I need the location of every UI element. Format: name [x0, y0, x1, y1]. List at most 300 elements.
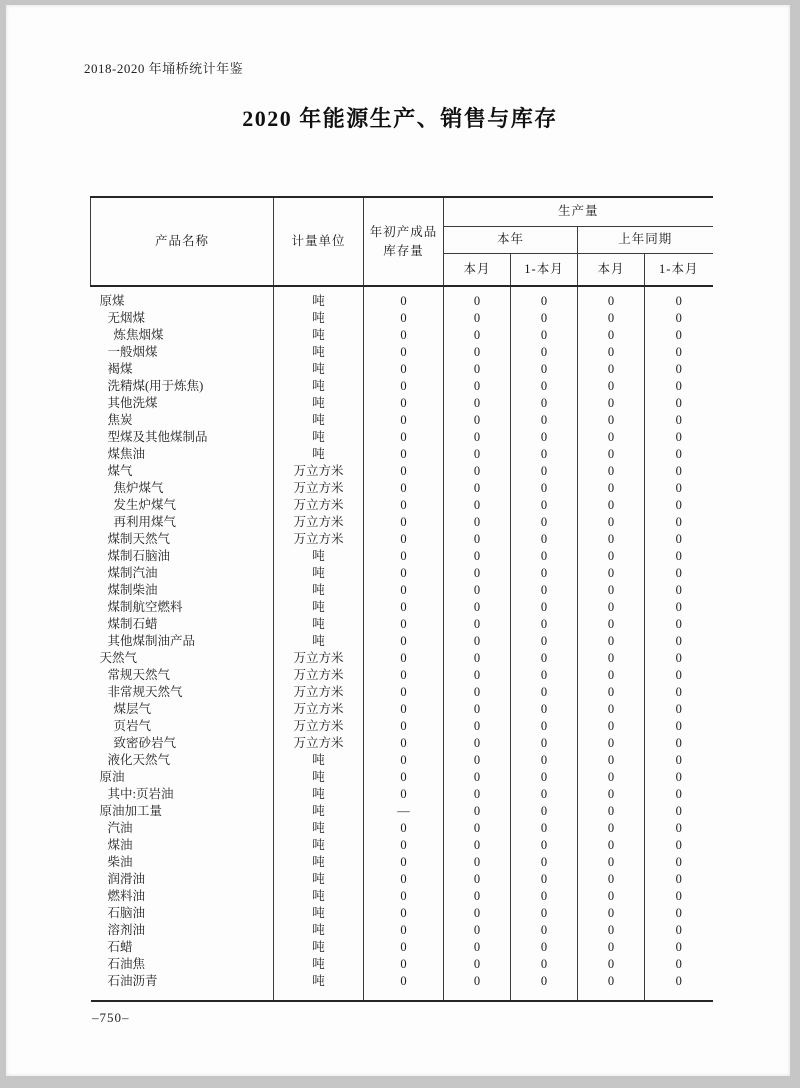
- unit-cell: 万立方米: [274, 735, 364, 752]
- inventory-cell: 0: [364, 293, 444, 310]
- value-cell: 0: [578, 412, 645, 429]
- col-header-opening-inventory: [364, 197, 444, 286]
- value-cell: 0: [675, 549, 682, 563]
- spacer-row: [91, 286, 713, 293]
- value-cell: 0: [444, 701, 511, 718]
- product-name-cell: 焦炭: [91, 412, 274, 429]
- product-name-cell: 褐煤: [91, 361, 274, 378]
- table-row: [91, 922, 713, 939]
- value-cell: 0: [675, 617, 682, 631]
- spacer-cell: [91, 286, 274, 293]
- table-row: [91, 582, 713, 599]
- inventory-cell: 0: [364, 565, 444, 582]
- col-header-product: 产品名称: [91, 197, 274, 286]
- value-cell: 0: [675, 396, 682, 410]
- value-cell: 0: [444, 718, 511, 735]
- value-cell: 0: [511, 582, 578, 599]
- value-cell: 0: [511, 684, 578, 701]
- value-cell: 0: [444, 888, 511, 905]
- value-cell: 0: [444, 429, 511, 446]
- value-cell: 0: [578, 599, 645, 616]
- value-cell: 0: [511, 871, 578, 888]
- table-row: [91, 565, 713, 582]
- value-cell: 0: [511, 633, 578, 650]
- value-cell: 0: [511, 395, 578, 412]
- value-cell: 0: [675, 294, 682, 308]
- unit-cell: 吨: [274, 803, 364, 820]
- product-name-cell: 煤油: [91, 837, 274, 854]
- value-cell: 0: [444, 327, 511, 344]
- inventory-cell: 0: [364, 871, 444, 888]
- spacer-cell: [511, 286, 578, 293]
- product-name-cell: 焦炉煤气: [91, 480, 274, 497]
- product-name-cell: 原煤: [91, 293, 274, 310]
- inventory-cell: 0: [364, 582, 444, 599]
- product-name-cell: 致密砂岩气: [91, 735, 274, 752]
- value-cell: 0: [675, 311, 682, 325]
- value-cell: 0: [578, 752, 645, 769]
- product-name-cell: 非常规天然气: [91, 684, 274, 701]
- product-name-cell: 常规天然气: [91, 667, 274, 684]
- product-name-cell: 再利用煤气: [91, 514, 274, 531]
- value-cell: 0: [578, 480, 645, 497]
- unit-cell: 万立方米: [274, 497, 364, 514]
- inventory-cell: 0: [364, 956, 444, 973]
- inventory-cell: 0: [364, 463, 444, 480]
- table-row: [91, 854, 713, 871]
- unit-cell: 吨: [274, 395, 364, 412]
- value-cell: 0: [444, 803, 511, 820]
- unit-cell: 万立方米: [274, 718, 364, 735]
- product-name-cell: 柴油: [91, 854, 274, 871]
- product-name-cell: 润滑油: [91, 871, 274, 888]
- value-cell: 0: [511, 616, 578, 633]
- value-cell: 0: [444, 531, 511, 548]
- col-header-opening-inventory-line1: 年初产成品: [369, 224, 438, 239]
- value-cell: 0: [511, 735, 578, 752]
- table-row: [91, 684, 713, 701]
- unit-cell: 吨: [274, 939, 364, 956]
- unit-cell: 万立方米: [274, 463, 364, 480]
- table-row: [91, 837, 713, 854]
- value-cell: 0: [675, 736, 682, 750]
- value-cell: 0: [578, 803, 645, 820]
- table-row: [91, 293, 713, 310]
- inventory-cell: 0: [364, 684, 444, 701]
- table-row: [91, 820, 713, 837]
- unit-cell: 吨: [274, 837, 364, 854]
- inventory-cell: 0: [364, 344, 444, 361]
- product-name-cell: 煤焦油: [91, 446, 274, 463]
- product-name-cell: 石脑油: [91, 905, 274, 922]
- value-cell: 0: [578, 395, 645, 412]
- value-cell: 0: [444, 735, 511, 752]
- value-cell: 0: [444, 820, 511, 837]
- value-cell: 0: [511, 344, 578, 361]
- unit-cell: 吨: [274, 973, 364, 990]
- product-name-cell: 其中:页岩油: [91, 786, 274, 803]
- value-cell: 0: [511, 752, 578, 769]
- table-row: [91, 531, 713, 548]
- product-name-cell: 石蜡: [91, 939, 274, 956]
- value-cell: 0: [511, 667, 578, 684]
- document-title: 2020 年能源生产、销售与库存: [242, 106, 558, 131]
- value-cell: 0: [511, 429, 578, 446]
- value-cell: 0: [444, 786, 511, 803]
- unit-cell: 万立方米: [274, 701, 364, 718]
- inventory-cell: 0: [364, 650, 444, 667]
- table-body: [91, 286, 713, 990]
- product-name-cell: 煤制天然气: [91, 531, 274, 548]
- product-name-cell: 无烟煤: [91, 310, 274, 327]
- value-cell: 0: [578, 905, 645, 922]
- inventory-cell: 0: [364, 548, 444, 565]
- value-cell: 0: [511, 463, 578, 480]
- value-cell: 0: [675, 719, 682, 733]
- value-cell: 0: [675, 906, 682, 920]
- table-row: [91, 463, 713, 480]
- value-cell: 0: [675, 889, 682, 903]
- table-row: [91, 344, 713, 361]
- table-row: [91, 701, 713, 718]
- table-row: [91, 361, 713, 378]
- value-cell: 0: [444, 769, 511, 786]
- inventory-cell: 0: [364, 837, 444, 854]
- value-cell: 0: [511, 905, 578, 922]
- value-cell: 0: [675, 668, 682, 682]
- inventory-cell: 0: [364, 514, 444, 531]
- value-cell: 0: [444, 480, 511, 497]
- inventory-cell: 0: [364, 888, 444, 905]
- inventory-cell: 0: [364, 905, 444, 922]
- inventory-cell: 0: [364, 531, 444, 548]
- value-cell: 0: [444, 599, 511, 616]
- inventory-cell: 0: [364, 667, 444, 684]
- inventory-cell: 0: [364, 327, 444, 344]
- unit-cell: 吨: [274, 820, 364, 837]
- value-cell: 0: [444, 684, 511, 701]
- value-cell: 0: [511, 531, 578, 548]
- product-name-cell: 石油焦: [91, 956, 274, 973]
- value-cell: 0: [578, 531, 645, 548]
- value-cell: 0: [675, 379, 682, 393]
- value-cell: 0: [675, 821, 682, 835]
- col-header-opening-inventory-line2: 库存量: [383, 243, 424, 258]
- unit-cell: 吨: [274, 344, 364, 361]
- table-row: [91, 514, 713, 531]
- value-cell: 0: [444, 854, 511, 871]
- value-cell: 0: [578, 888, 645, 905]
- value-cell: 0: [511, 446, 578, 463]
- value-cell: 0: [511, 956, 578, 973]
- value-cell: 0: [444, 548, 511, 565]
- energy-table-wrap: [90, 196, 713, 1002]
- value-cell: 0: [675, 838, 682, 852]
- unit-cell: 吨: [274, 616, 364, 633]
- value-cell: 0: [444, 361, 511, 378]
- value-cell: 0: [511, 480, 578, 497]
- value-cell: 0: [675, 685, 682, 699]
- value-cell: 0: [578, 344, 645, 361]
- col-header-production: 生产量: [444, 197, 713, 226]
- value-cell: 0: [675, 328, 682, 342]
- table-row: [91, 752, 713, 769]
- unit-cell: 万立方米: [274, 480, 364, 497]
- value-cell: 0: [578, 429, 645, 446]
- value-cell: 0: [578, 718, 645, 735]
- table-row: [91, 871, 713, 888]
- value-cell: 0: [444, 446, 511, 463]
- value-cell: 0: [578, 735, 645, 752]
- unit-cell: 万立方米: [274, 684, 364, 701]
- value-cell: 0: [511, 650, 578, 667]
- value-cell: 0: [675, 940, 682, 954]
- unit-cell: 吨: [274, 769, 364, 786]
- value-cell: 0: [511, 701, 578, 718]
- col-header-this-month-lastyear: 本月: [578, 253, 645, 286]
- inventory-cell: 0: [364, 395, 444, 412]
- value-cell: 0: [675, 855, 682, 869]
- unit-cell: 吨: [274, 327, 364, 344]
- spacer-cell: [444, 286, 511, 293]
- value-cell: 0: [511, 786, 578, 803]
- value-cell: 0: [511, 854, 578, 871]
- value-cell: 0: [444, 871, 511, 888]
- unit-cell: 吨: [274, 378, 364, 395]
- value-cell: 0: [444, 293, 511, 310]
- value-cell: 0: [578, 633, 645, 650]
- product-name-cell: 溶剂油: [91, 922, 274, 939]
- unit-cell: 吨: [274, 548, 364, 565]
- value-cell: 0: [578, 871, 645, 888]
- value-cell: 0: [511, 327, 578, 344]
- inventory-cell: 0: [364, 922, 444, 939]
- table-row: [91, 429, 713, 446]
- unit-cell: 吨: [274, 446, 364, 463]
- inventory-cell: 0: [364, 412, 444, 429]
- value-cell: 0: [444, 939, 511, 956]
- product-name-cell: 炼焦烟煤: [91, 327, 274, 344]
- table-row: [91, 769, 713, 786]
- unit-cell: 万立方米: [274, 531, 364, 548]
- col-header-this-month-current: 本月: [444, 253, 511, 286]
- value-cell: 0: [511, 565, 578, 582]
- value-cell: 0: [675, 702, 682, 716]
- spacer-cell: [364, 990, 444, 1001]
- value-cell: 0: [578, 820, 645, 837]
- table-row: [91, 310, 713, 327]
- unit-cell: 吨: [274, 429, 364, 446]
- inventory-cell: 0: [364, 361, 444, 378]
- col-header-cumulative-lastyear: 1-本月: [645, 253, 713, 286]
- product-name-cell: 煤层气: [91, 701, 274, 718]
- inventory-cell: 0: [364, 854, 444, 871]
- table-row: [91, 786, 713, 803]
- value-cell: 0: [444, 344, 511, 361]
- value-cell: 0: [511, 548, 578, 565]
- spacer-cell: [444, 990, 511, 1001]
- value-cell: 0: [675, 498, 682, 512]
- unit-cell: 吨: [274, 310, 364, 327]
- spacer-cell: [91, 990, 274, 1001]
- value-cell: 0: [444, 752, 511, 769]
- value-cell: 0: [511, 769, 578, 786]
- table-row: [91, 905, 713, 922]
- product-name-cell: 页岩气: [91, 718, 274, 735]
- unit-cell: 万立方米: [274, 667, 364, 684]
- inventory-cell: 0: [364, 735, 444, 752]
- table-row: [91, 973, 713, 990]
- table-row: [91, 497, 713, 514]
- value-cell: 0: [578, 956, 645, 973]
- table-row: [91, 667, 713, 684]
- spacer-cell: [274, 286, 364, 293]
- spacer-cell: [274, 990, 364, 1001]
- value-cell: 0: [675, 787, 682, 801]
- value-cell: 0: [511, 718, 578, 735]
- product-name-cell: 煤制石脑油: [91, 548, 274, 565]
- table-row: [91, 395, 713, 412]
- value-cell: 0: [578, 786, 645, 803]
- unit-cell: 吨: [274, 854, 364, 871]
- inventory-cell: 0: [364, 973, 444, 990]
- value-cell: 0: [675, 447, 682, 461]
- value-cell: 0: [444, 378, 511, 395]
- value-cell: 0: [675, 345, 682, 359]
- spacer-cell: [645, 286, 713, 293]
- value-cell: 0: [578, 684, 645, 701]
- table-row: [91, 480, 713, 497]
- unit-cell: 吨: [274, 565, 364, 582]
- value-cell: 0: [511, 514, 578, 531]
- inventory-cell: 0: [364, 616, 444, 633]
- value-cell: 0: [675, 600, 682, 614]
- col-header-last-year-period: 上年同期: [578, 226, 713, 253]
- inventory-cell: 0: [364, 701, 444, 718]
- value-cell: 0: [578, 361, 645, 378]
- product-name-cell: 其他煤制油产品: [91, 633, 274, 650]
- product-name-cell: 洗精煤(用于炼焦): [91, 378, 274, 395]
- inventory-cell: 0: [364, 718, 444, 735]
- unit-cell: 吨: [274, 582, 364, 599]
- product-name-cell: 煤制汽油: [91, 565, 274, 582]
- value-cell: 0: [675, 770, 682, 784]
- value-cell: 0: [675, 413, 682, 427]
- unit-cell: 吨: [274, 633, 364, 650]
- inventory-cell: 0: [364, 786, 444, 803]
- value-cell: 0: [675, 957, 682, 971]
- table-header: [91, 197, 713, 286]
- product-name-cell: 煤制航空燃料: [91, 599, 274, 616]
- energy-table: [90, 196, 713, 1002]
- value-cell: 0: [444, 565, 511, 582]
- value-cell: 0: [511, 922, 578, 939]
- inventory-cell: 0: [364, 752, 444, 769]
- value-cell: 0: [511, 820, 578, 837]
- value-cell: 0: [578, 293, 645, 310]
- value-cell: 0: [511, 293, 578, 310]
- spacer-cell: [578, 286, 645, 293]
- value-cell: 0: [578, 769, 645, 786]
- value-cell: 0: [578, 854, 645, 871]
- value-cell: 0: [578, 548, 645, 565]
- table-row: [91, 803, 713, 820]
- table-row: [91, 735, 713, 752]
- value-cell: 0: [444, 463, 511, 480]
- value-cell: 0: [675, 804, 682, 818]
- inventory-cell: 0: [364, 599, 444, 616]
- product-name-cell: 煤气: [91, 463, 274, 480]
- value-cell: 0: [675, 464, 682, 478]
- table-row: [91, 650, 713, 667]
- value-cell: 0: [578, 616, 645, 633]
- product-name-cell: 石油沥青: [91, 973, 274, 990]
- bottom-spacer-row: [91, 990, 713, 1001]
- spacer-cell: [645, 990, 713, 1001]
- inventory-cell: 0: [364, 378, 444, 395]
- value-cell: 0: [675, 532, 682, 546]
- inventory-cell: 0: [364, 446, 444, 463]
- value-cell: 0: [511, 310, 578, 327]
- value-cell: 0: [675, 923, 682, 937]
- inventory-cell: —: [364, 803, 444, 820]
- value-cell: 0: [444, 412, 511, 429]
- table-row: [91, 633, 713, 650]
- value-cell: 0: [444, 837, 511, 854]
- value-cell: 0: [444, 616, 511, 633]
- table-row: [91, 956, 713, 973]
- product-name-cell: 一般烟煤: [91, 344, 274, 361]
- product-name-cell: 其他洗煤: [91, 395, 274, 412]
- inventory-cell: 0: [364, 939, 444, 956]
- value-cell: 0: [578, 650, 645, 667]
- value-cell: 0: [578, 378, 645, 395]
- unit-cell: 吨: [274, 956, 364, 973]
- unit-cell: 吨: [274, 922, 364, 939]
- value-cell: 0: [444, 582, 511, 599]
- value-cell: 0: [675, 583, 682, 597]
- table-row: [91, 616, 713, 633]
- inventory-cell: 0: [364, 769, 444, 786]
- value-cell: 0: [675, 651, 682, 665]
- value-cell: 0: [675, 430, 682, 444]
- product-name-cell: 原油: [91, 769, 274, 786]
- product-name-cell: 汽油: [91, 820, 274, 837]
- unit-cell: 吨: [274, 871, 364, 888]
- table-row: [91, 446, 713, 463]
- value-cell: 0: [511, 837, 578, 854]
- value-cell: 0: [675, 515, 682, 529]
- table-row: [91, 378, 713, 395]
- unit-cell: 万立方米: [274, 650, 364, 667]
- value-cell: 0: [444, 395, 511, 412]
- value-cell: 0: [578, 973, 645, 990]
- inventory-cell: 0: [364, 497, 444, 514]
- spacer-cell: [364, 286, 444, 293]
- product-name-cell: 型煤及其他煤制品: [91, 429, 274, 446]
- unit-cell: 吨: [274, 888, 364, 905]
- col-header-unit: 计量单位: [274, 197, 364, 286]
- spacer-cell: [511, 990, 578, 1001]
- value-cell: 0: [444, 497, 511, 514]
- unit-cell: 吨: [274, 905, 364, 922]
- inventory-cell: 0: [364, 633, 444, 650]
- value-cell: 0: [578, 701, 645, 718]
- unit-cell: 吨: [274, 599, 364, 616]
- value-cell: 0: [578, 463, 645, 480]
- value-cell: 0: [578, 497, 645, 514]
- value-cell: 0: [578, 922, 645, 939]
